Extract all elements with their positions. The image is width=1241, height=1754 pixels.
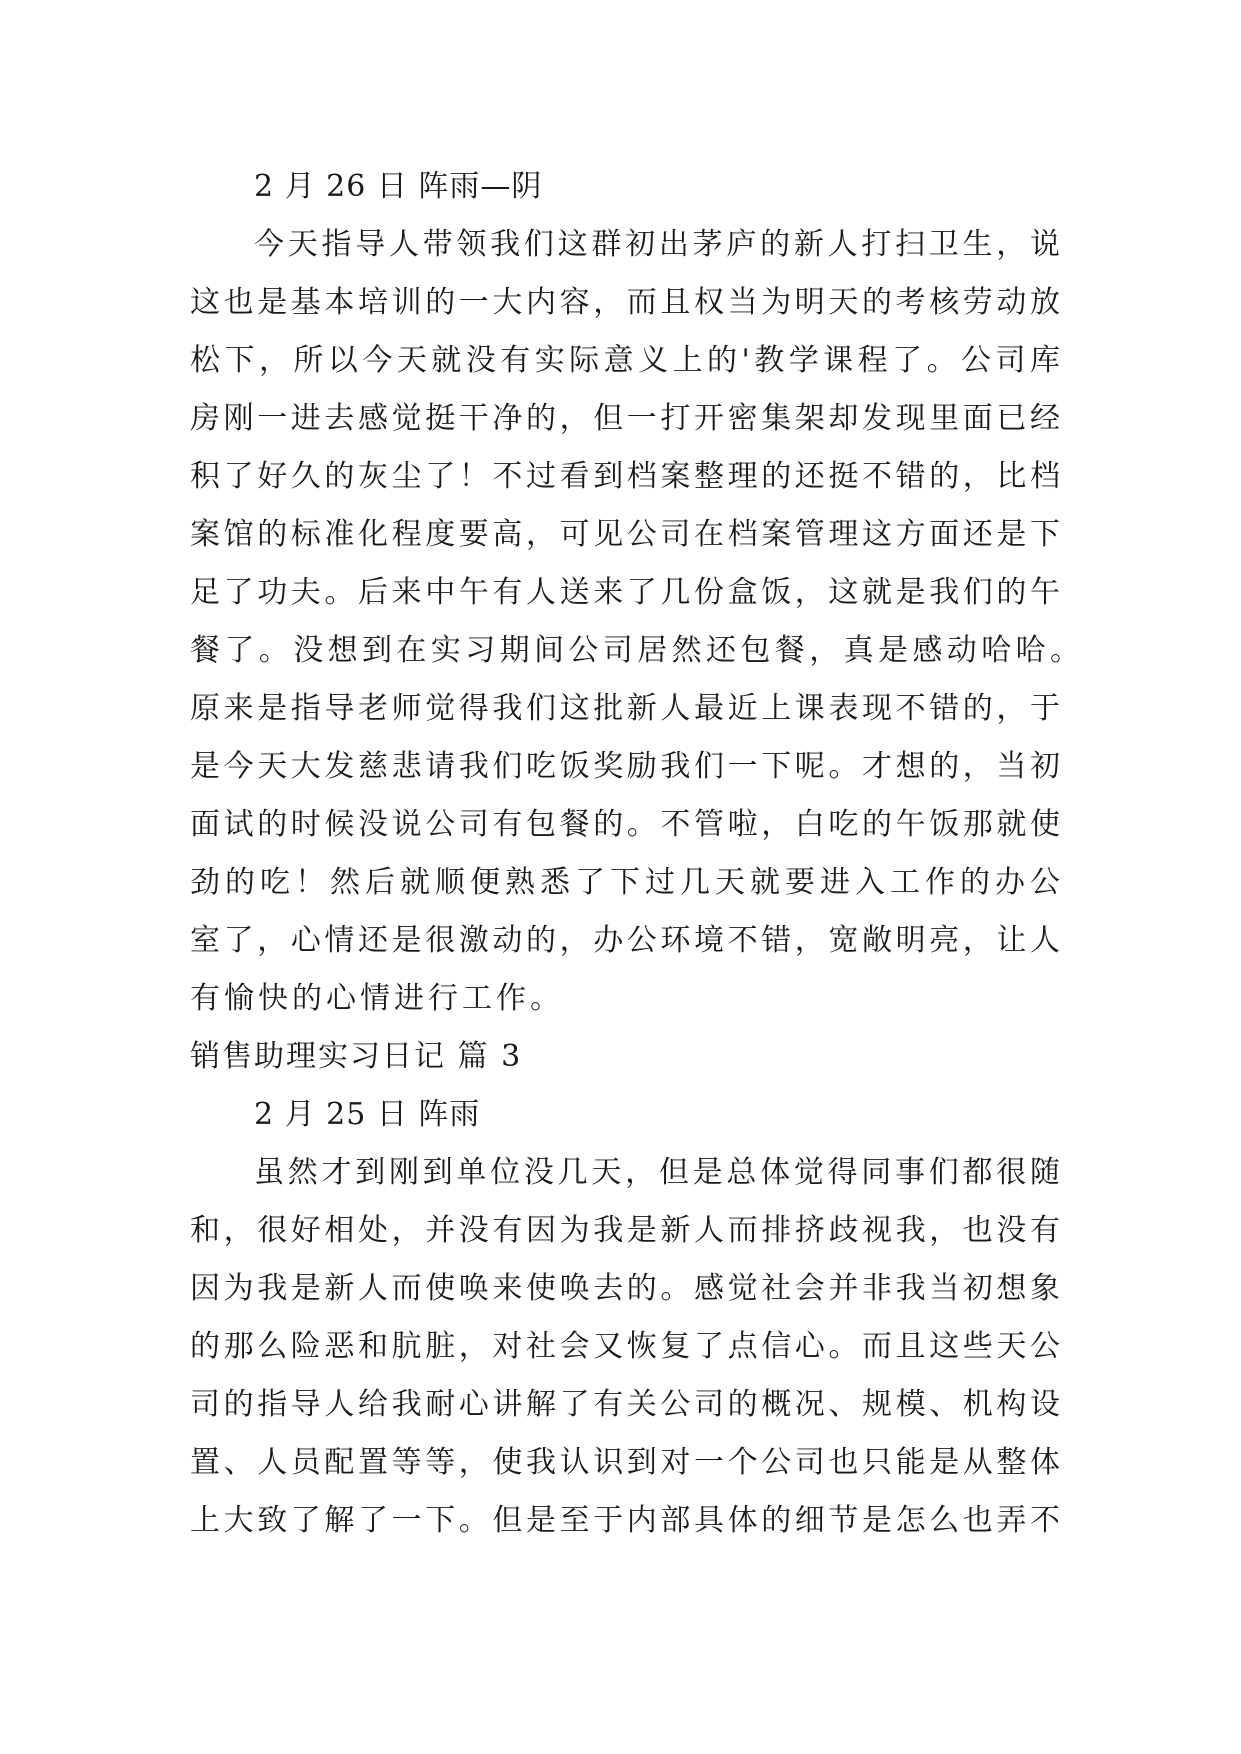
paragraph-line: 和，很好相处，并没有因为我是新人而排挤歧视我，也没有	[190, 1213, 1060, 1248]
paragraph-line: 室了，心情还是很激动的，办公环境不错，宽敞明亮，让人	[190, 923, 1060, 958]
paragraph-line: 劲的吃！然后就顺便熟悉了下过几天就要进入工作的办公	[190, 865, 1060, 900]
paragraph-line: 置、人员配置等等，使我认识到对一个公司也只能是从整体	[190, 1445, 1060, 1480]
paragraph-line: 上大致了解了一下。但是至于内部具体的细节是怎么也弄不	[190, 1503, 1060, 1538]
section-heading: 销售助理实习日记 篇 3	[190, 1039, 523, 1074]
paragraph-line: 是今天大发慈悲请我们吃饭奖励我们一下呢。才想的，当初	[190, 749, 1060, 784]
document-body	[190, 158, 1080, 1550]
paragraph-line: 因为我是新人而使唤来使唤去的。感觉社会并非我当初想象	[190, 1271, 1060, 1306]
paragraph-line: 今天指导人带领我们这群初出茅庐的新人打扫卫生，说	[254, 227, 1060, 262]
paragraph-line: 虽然才到刚到单位没几天，但是总体觉得同事们都很随	[254, 1155, 1060, 1190]
paragraph-line: 原来是指导老师觉得我们这批新人最近上课表现不错的，于	[190, 691, 1060, 726]
paragraph-line: 司的指导人给我耐心讲解了有关公司的概况、规模、机构设	[190, 1387, 1060, 1422]
paragraph-line: 积了好久的灰尘了！不过看到档案整理的还挺不错的，比档	[190, 459, 1060, 494]
paragraph-line: 房刚一进去感觉挺干净的，但一打开密集架却发现里面已经	[190, 401, 1060, 436]
paragraph-line: 这也是基本培训的一大内容，而且权当为明天的考核劳动放	[190, 285, 1060, 320]
entry-date: 2 月 25 日 阵雨	[254, 1097, 481, 1132]
paragraph-line: 面试的时候没说公司有包餐的。不管啦，白吃的午饭那就使	[190, 807, 1060, 842]
paragraph-line: 有愉快的心情进行工作。	[190, 981, 564, 1016]
paragraph-line: 案馆的标准化程度要高，可见公司在档案管理这方面还是下	[190, 517, 1060, 552]
entry-date: 2 月 26 日 阵雨—阴	[254, 169, 543, 204]
paragraph-line: 餐了。没想到在实习期间公司居然还包餐，真是感动哈哈。	[190, 633, 1080, 668]
paragraph-line: 的那么险恶和肮脏，对社会又恢复了点信心。而且这些天公	[190, 1329, 1060, 1364]
paragraph-line: 松下，所以今天就没有实际意义上的'教学课程了。公司库	[190, 343, 1060, 378]
paragraph-line: 足了功夫。后来中午有人送来了几份盒饭，这就是我们的午	[190, 575, 1060, 610]
